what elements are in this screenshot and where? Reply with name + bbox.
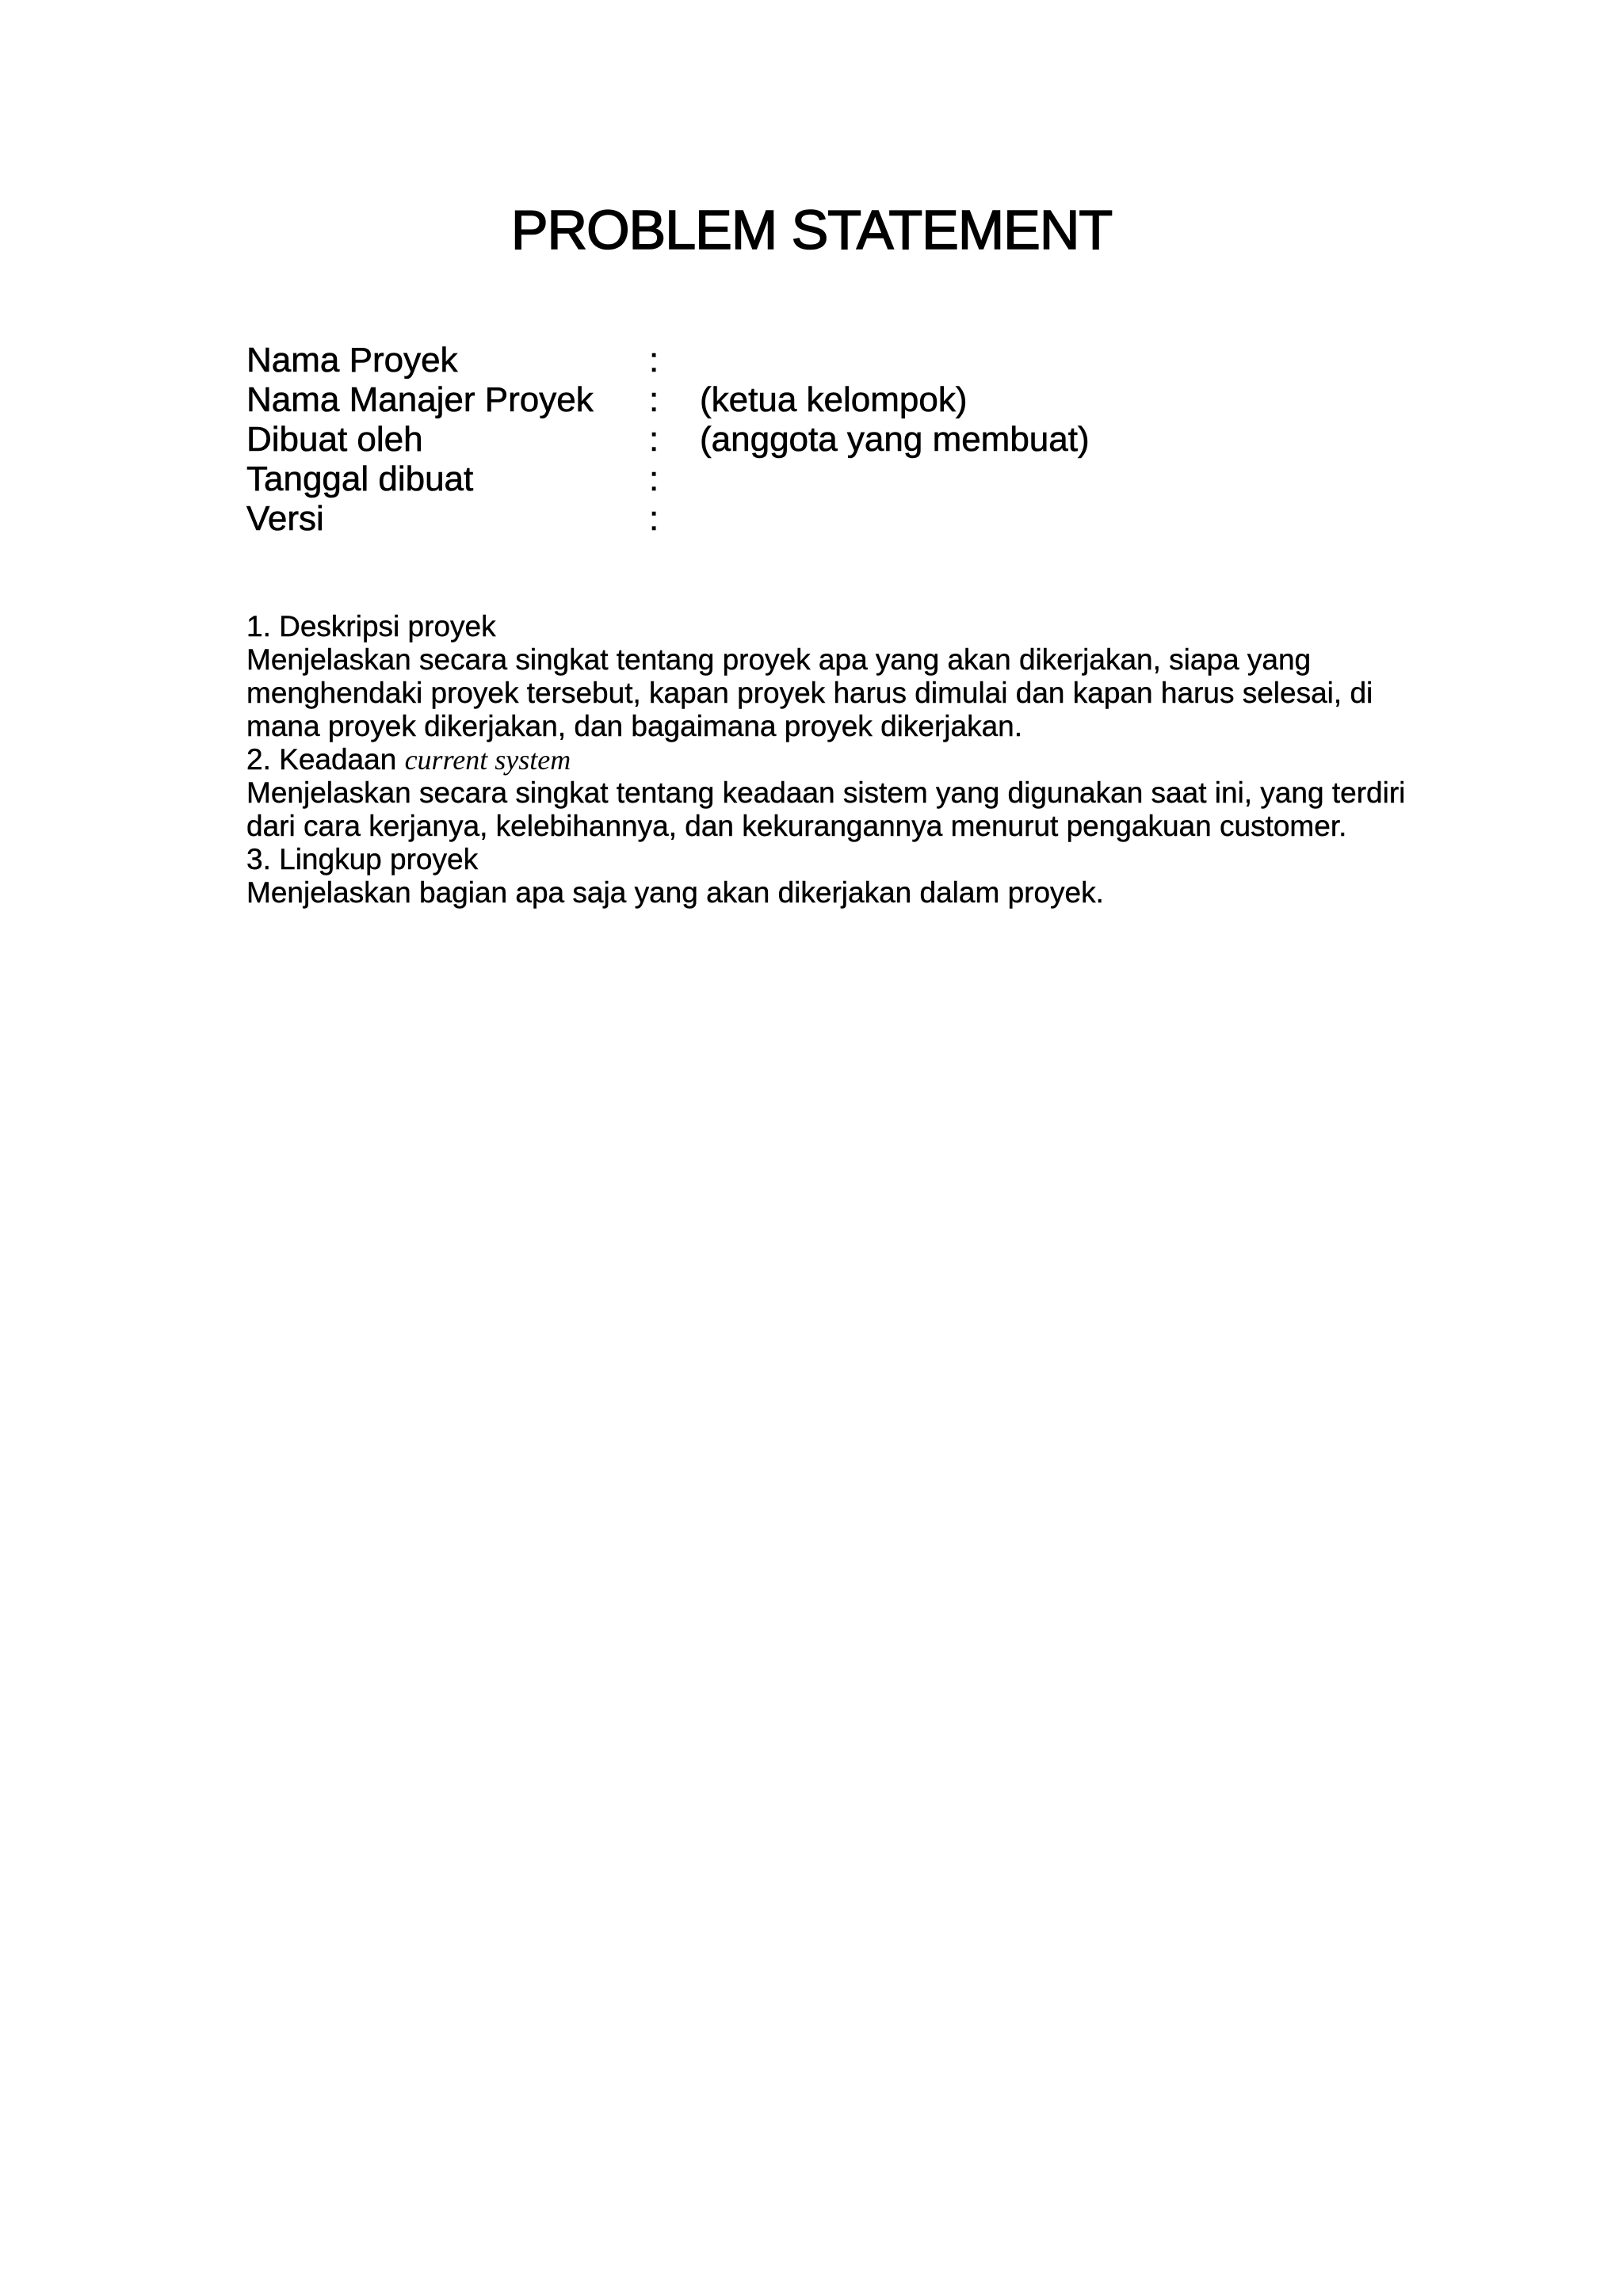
meta-row-project-manager: [246, 380, 1435, 420]
section-heading-current-system: [246, 743, 1435, 776]
meta-row-version: [246, 499, 1435, 539]
section-heading-text: 2. Keadaan: [246, 743, 397, 776]
meta-label: Dibuat oleh: [246, 420, 423, 459]
meta-value: [700, 499, 1435, 539]
meta-value: [700, 341, 1435, 380]
meta-label: Versi: [246, 499, 324, 538]
meta-colon: :: [649, 499, 659, 538]
meta-colon: :: [649, 460, 659, 498]
meta-colon: :: [649, 380, 659, 419]
meta-colon: :: [649, 420, 659, 459]
meta-label: Tanggal dibuat: [246, 460, 474, 498]
section-body-current-system: Menjelaskan secara singkat tentang keadaan sistem yang digunakan saat ini, yang terdiri dari cara kerjanya, kelebihannya, dan kekurangannya menurut pengakuan customer.: [246, 776, 1406, 842]
meta-value: (anggota yang membuat): [700, 420, 1090, 459]
section-heading-emphasis: current system: [404, 744, 571, 776]
meta-row-project-name: [246, 341, 1435, 380]
page-title: PROBLEM STATEMENT: [510, 199, 1113, 261]
document-body: [246, 610, 1435, 910]
section-body-project-scope: Menjelaskan bagian apa saja yang akan dikerjakan dalam proyek.: [246, 876, 1104, 909]
meta-value: [700, 460, 1435, 499]
section-body-project-description: Menjelaskan secara singkat tentang proyek apa yang akan dikerjakan, siapa yang menghendaki proyek tersebut, kapan proyek harus dimulai dan kapan harus selesai, di mana proyek dikerjakan, dan bagaimana proyek dikerjakan.: [246, 643, 1373, 742]
section-heading-project-description: [246, 610, 1435, 643]
meta-label: Nama Manajer Proyek: [246, 380, 594, 419]
section-heading-text: 3. Lingkup proyek: [246, 843, 479, 875]
section-heading-text: 1. Deskripsi proyek: [246, 610, 496, 643]
project-info-table: [246, 341, 1435, 539]
meta-colon: :: [649, 341, 659, 379]
meta-row-date-created: [246, 460, 1435, 499]
meta-value: (ketua kelompok): [700, 380, 968, 419]
section-heading-project-scope: [246, 843, 1435, 876]
meta-row-created-by: [246, 420, 1435, 460]
meta-label: Nama Proyek: [246, 341, 458, 379]
